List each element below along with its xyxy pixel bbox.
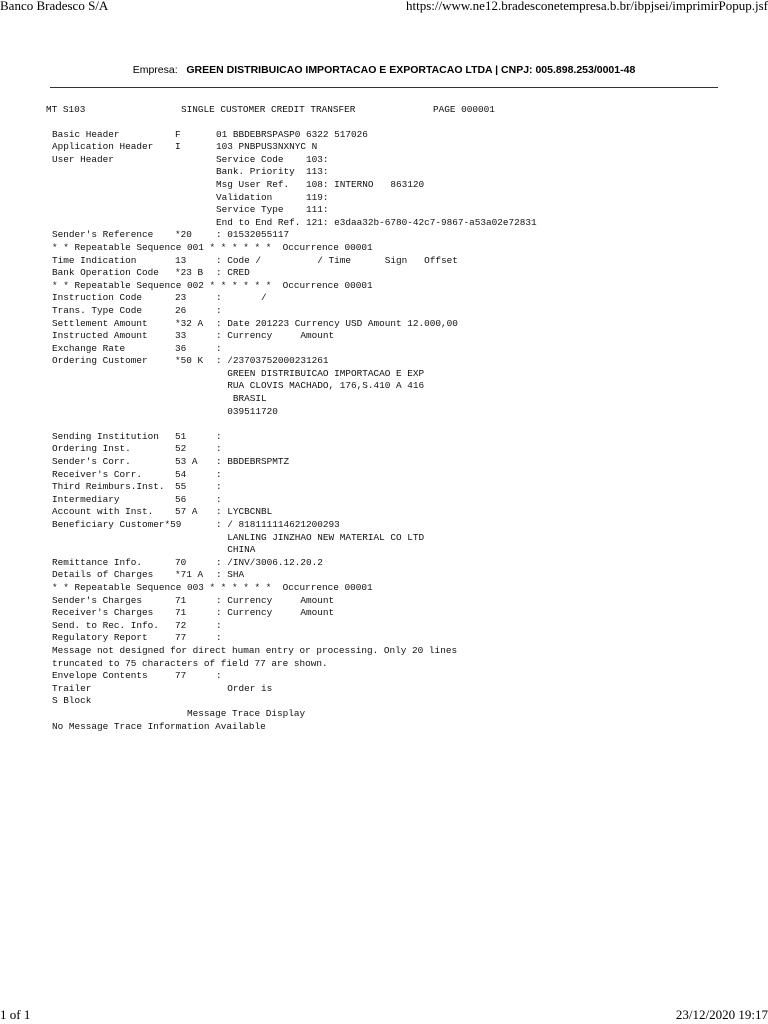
field-tag: 70 [175, 556, 187, 568]
field-label: Sender's Charges [52, 594, 143, 606]
field-label: Third Reimburs.Inst. [52, 481, 165, 493]
field-tag: 55 [175, 481, 187, 493]
field-value: : Currency Amount [216, 594, 335, 606]
message-row [46, 179, 537, 192]
field-tag: 52 [175, 443, 187, 455]
message-row [46, 343, 537, 356]
message-row [46, 670, 537, 683]
message-row [46, 695, 537, 708]
message-row [46, 129, 537, 142]
message-row [46, 683, 537, 696]
message-row [46, 393, 537, 406]
message-row [46, 645, 537, 658]
message-row [46, 519, 537, 532]
message-row [46, 141, 537, 154]
field-label: Sending Institution [52, 430, 159, 442]
message-row [46, 431, 537, 444]
field-tag: 77 [175, 670, 187, 682]
message-row [46, 620, 537, 633]
trace-title: Message Trace Display [187, 707, 306, 719]
field-tag: *71 A [175, 569, 204, 581]
field-tag: 36 [175, 342, 187, 354]
company-label: Empresa: [132, 64, 178, 76]
message-row [46, 481, 537, 494]
row-text: * * Repeatable Sequence 001 * * * * * * Occurrence 00001 [52, 241, 373, 253]
field-value: LANLING JINZHAO NEW MATERIAL CO LTD [216, 531, 425, 543]
message-row [46, 469, 537, 482]
message-row [46, 305, 537, 318]
field-value: : [216, 468, 222, 480]
field-label: Beneficiary Customer*59 [52, 519, 182, 530]
field-label: Intermediary [52, 493, 120, 505]
field-label: Envelope Contents [52, 670, 148, 682]
field-tag: 57 A [175, 506, 198, 518]
field-tag: 51 [175, 430, 187, 442]
field-value: : CRED [216, 267, 250, 279]
field-value: Service Type 111: [216, 204, 329, 216]
field-value: : [216, 493, 222, 505]
field-tag: *32 A [175, 317, 204, 329]
field-value: 103 PNBPUS3NXNYC N [216, 141, 318, 153]
field-label: Sender's Reference [52, 229, 154, 241]
field-value: : Currency Amount [216, 330, 335, 342]
field-label: Time Indication [52, 254, 137, 266]
field-value: : Code / / Time Sign Offset [216, 254, 458, 266]
field-label: Receiver's Corr. [52, 468, 143, 480]
message-row [46, 280, 537, 293]
field-value: : LYCBCNBL [216, 506, 273, 518]
message-row [46, 544, 537, 557]
message-title: SINGLE CUSTOMER CREDIT TRANSFER [181, 104, 356, 115]
field-value: : / [216, 292, 267, 304]
field-label: Instructed Amount [52, 330, 148, 342]
message-row [46, 456, 537, 469]
field-tag: F [175, 128, 181, 140]
row-text: Message not designed for direct human entry or processing. Only 20 lines [52, 644, 458, 656]
field-label: Ordering Customer [52, 355, 148, 367]
message-row [46, 292, 537, 305]
page-count: 1 of 1 [0, 1007, 31, 1022]
field-tag: 54 [175, 468, 187, 480]
field-value: : [216, 619, 222, 631]
field-value: RUA CLOVIS MACHADO, 176,S.410 A 416 [216, 380, 425, 392]
swift-message [46, 104, 537, 733]
message-type: MT S103 [46, 104, 86, 115]
message-row [46, 557, 537, 570]
header-divider [50, 87, 718, 88]
message-row [46, 532, 537, 545]
field-label: Settlement Amount [52, 317, 148, 329]
message-row [46, 569, 537, 582]
field-tag: *23 B [175, 267, 204, 279]
field-label: Trans. Type Code [52, 304, 143, 316]
field-value: : SHA [216, 569, 245, 581]
field-label: Receiver's Charges [52, 607, 154, 619]
field-label: Application Header [52, 141, 154, 153]
message-row [46, 166, 537, 179]
field-label: Sender's Corr. [52, 456, 131, 468]
field-tag: 53 A [175, 456, 198, 468]
field-tag: 13 [175, 254, 187, 266]
field-label: Regulatory Report [52, 632, 148, 644]
message-row [46, 267, 537, 280]
message-row [46, 255, 537, 268]
field-value: : [216, 304, 222, 316]
message-page: PAGE 000001 [433, 104, 495, 115]
message-row [46, 418, 537, 431]
field-tag: *20 [175, 229, 192, 241]
field-value: : BBDEBRSPMTZ [216, 456, 290, 468]
field-value: 01 BBDEBRSPASP0 6322 517026 [216, 128, 368, 140]
page-url: https://www.ne12.bradesconetempresa.b.br/ibpjsei/imprimirPopup.jsf [405, 0, 768, 13]
company-line [0, 64, 768, 76]
field-label: Details of Charges [52, 569, 154, 581]
field-label: Account with Inst. [52, 506, 154, 518]
print-datetime: 23/12/2020 19:17 [675, 1007, 768, 1022]
row-text: * * Repeatable Sequence 002 * * * * * * Occurrence 00001 [52, 279, 373, 291]
field-value: Msg User Ref. 108: INTERNO 863120 [216, 178, 425, 190]
field-label: Send. to Rec. Info. [52, 619, 159, 631]
message-row [46, 506, 537, 519]
field-value: BRASIL [216, 393, 267, 405]
row-text: * * Repeatable Sequence 003 * * * * * * Occurrence 00001 [52, 581, 373, 593]
row-text: truncated to 75 characters of field 77 are shown. [52, 657, 328, 669]
field-value: 039511720 [216, 405, 278, 417]
row-text: S Block [52, 695, 92, 707]
message-row [46, 443, 537, 456]
field-tag: 23 [175, 292, 187, 304]
field-label: Bank Operation Code [52, 267, 159, 279]
field-value: : Date 201223 Currency USD Amount 12.000,00 [216, 317, 458, 329]
browser-title: Banco Bradesco S/A [0, 0, 109, 13]
field-tag: 26 [175, 304, 187, 316]
field-label: Basic Header [52, 128, 120, 140]
message-row [46, 318, 537, 331]
company-value: GREEN DISTRIBUICAO IMPORTACAO E EXPORTACAO LTDA | CNPJ: 005.898.253/0001-48 [186, 64, 636, 76]
field-label: Exchange Rate [52, 342, 126, 354]
field-value: : [216, 430, 222, 442]
field-label: Remittance Info. [52, 556, 143, 568]
field-value: : [216, 342, 222, 354]
field-tag: I [175, 141, 181, 153]
message-row [46, 607, 537, 620]
field-tag: 33 [175, 330, 187, 342]
field-value: CHINA [216, 544, 256, 556]
field-value: : [216, 670, 222, 682]
message-row [46, 242, 537, 255]
message-row [46, 330, 537, 343]
field-value: : 01532055117 [216, 229, 290, 241]
field-value: Service Code 103: [216, 153, 329, 165]
field-tag: 77 [175, 632, 187, 644]
field-label: Instruction Code [52, 292, 143, 304]
message-row [46, 582, 537, 595]
message-row [46, 406, 537, 419]
field-value: : Currency Amount [216, 607, 335, 619]
message-row [46, 154, 537, 167]
field-value: Bank. Priority 113: [216, 166, 329, 178]
trace-text: No Message Trace Information Available [52, 720, 266, 732]
message-row [46, 368, 537, 381]
field-value: Order is [216, 682, 273, 694]
message-title-line [46, 104, 537, 117]
field-label: User Header [52, 153, 114, 165]
field-label: Ordering Inst. [52, 443, 131, 455]
message-row [46, 632, 537, 645]
field-value: : [216, 481, 222, 493]
message-row [46, 658, 537, 671]
field-value: Validation 119: [216, 191, 329, 203]
field-label: Trailer [52, 682, 92, 694]
field-value: End to End Ref. 121: e3daa32b-6780-42c7-9867-a53a02e72831 [216, 216, 537, 228]
message-row [46, 355, 537, 368]
message-row [46, 380, 537, 393]
field-tag: 72 [175, 619, 187, 631]
message-row [46, 595, 537, 608]
field-tag: 71 [175, 607, 187, 619]
message-fields [46, 129, 537, 708]
field-value: : [216, 443, 222, 455]
field-value: GREEN DISTRIBUICAO IMPORTACAO E EXP [216, 367, 425, 379]
message-row [46, 217, 537, 230]
message-row [46, 192, 537, 205]
field-tag: 71 [175, 594, 187, 606]
field-value: : [216, 632, 222, 644]
field-value: : /INV/3006.12.20.2 [216, 556, 323, 568]
field-value: : / 818111114621200293 [216, 519, 340, 530]
field-value: : /23703752000231261 [216, 355, 329, 367]
message-row [46, 204, 537, 217]
field-tag: *50 K [175, 355, 204, 367]
message-row [46, 229, 537, 242]
field-tag: 56 [175, 493, 187, 505]
message-row [46, 494, 537, 507]
